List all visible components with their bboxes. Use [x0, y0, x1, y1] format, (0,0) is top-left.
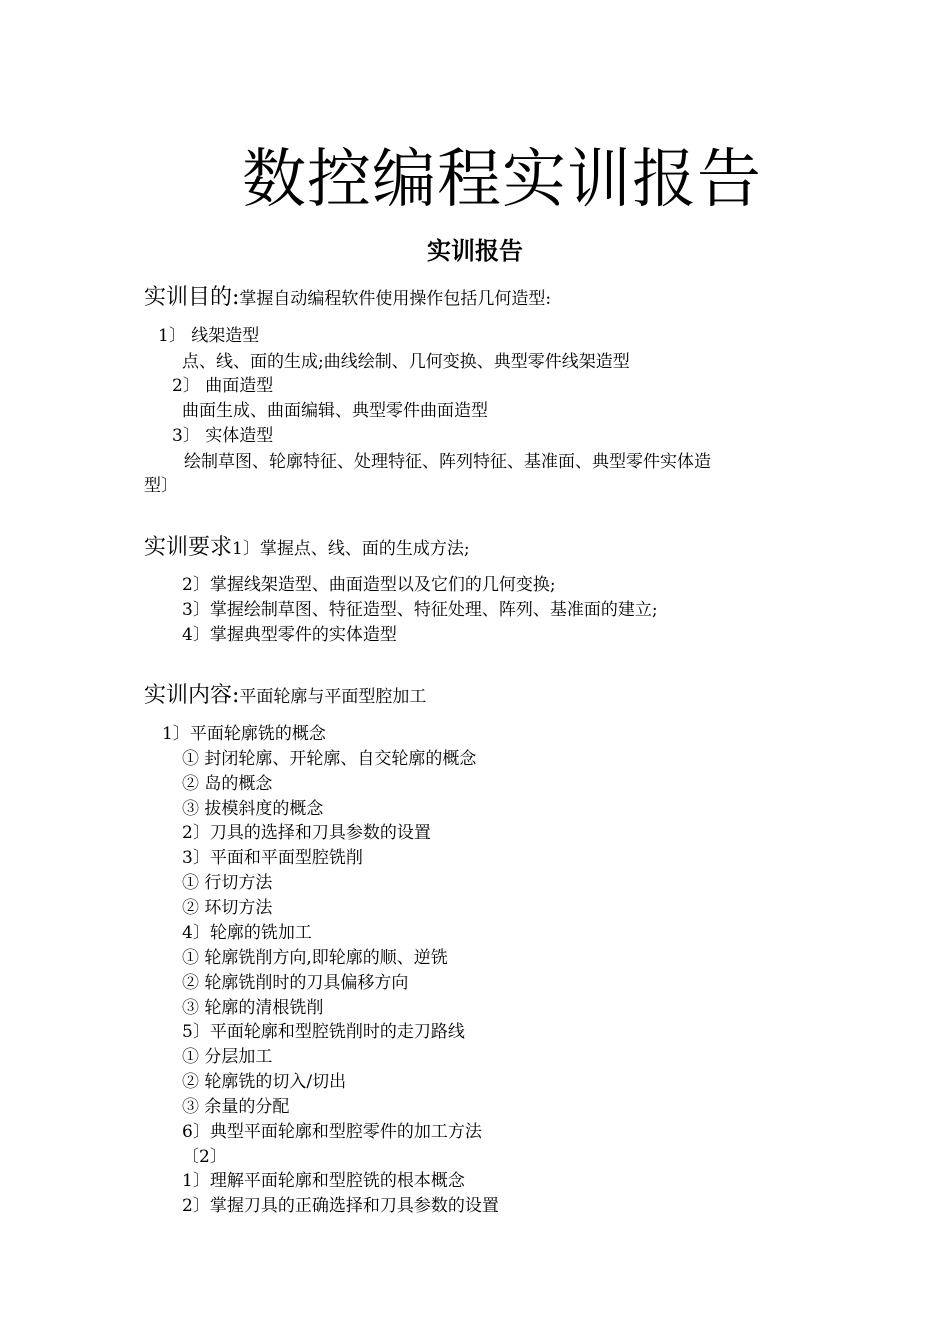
content-item: ① 行切方法 — [182, 873, 273, 893]
purpose-item: 曲面生成、曲面编辑、典型零件曲面造型 — [182, 401, 488, 421]
content-item: 5〕平面轮廓和型腔铣削时的走刀路线 — [182, 1022, 465, 1042]
content-text: 平面轮廓与平面型腔加工 — [239, 687, 427, 707]
content-item: ② 岛的概念 — [182, 774, 273, 794]
content-item: 1〕理解平面轮廓和型腔铣的根本概念 — [182, 1171, 465, 1191]
content-item: ③ 轮廓的清根铣削 — [182, 998, 324, 1018]
content-item: ① 分层加工 — [182, 1047, 273, 1067]
content-item: ② 轮廓铣削时的刀具偏移方向 — [182, 973, 409, 993]
document-title: 数控编程实训报告 — [242, 143, 762, 217]
requirements-text: 1〕掌握点、线、面的生成方法; — [232, 539, 470, 559]
content-item: ② 环切方法 — [182, 898, 273, 918]
requirements-heading: 实训要求 — [144, 535, 233, 560]
content-item: ③ 拔模斜度的概念 — [182, 799, 324, 819]
requirements-item: 4〕掌握典型零件的实体造型 — [182, 625, 397, 645]
purpose-item: 3〕 实体造型 — [172, 426, 274, 446]
requirements-item: 2〕掌握线架造型、曲面造型以及它们的几何变换; — [182, 575, 556, 595]
content-item: 2〕刀具的选择和刀具参数的设置 — [182, 823, 431, 843]
content-item: 〔2〕 — [182, 1147, 227, 1167]
content-item: 4〕轮廓的铣加工 — [182, 923, 312, 943]
purpose-text: 掌握自动编程软件使用操作包括几何造型: — [239, 289, 552, 309]
purpose-line — [144, 286, 551, 311]
content-line — [144, 684, 426, 709]
purpose-item: 2〕 曲面造型 — [172, 376, 274, 396]
content-item: ② 轮廓铣的切入/切出 — [182, 1072, 347, 1092]
content-item: 2〕掌握刀具的正确选择和刀具参数的设置 — [182, 1196, 499, 1216]
content-item: ① 轮廓铣削方向,即轮廓的顺、逆铣 — [182, 948, 448, 968]
content-item: 1〕平面轮廓铣的概念 — [162, 724, 326, 744]
purpose-item: 1〕 线架造型 — [158, 326, 260, 346]
document-subtitle: 实训报告 — [427, 237, 523, 265]
purpose-item: 点、线、面的生成;曲线绘制、几何变换、典型零件线架造型 — [182, 352, 630, 372]
purpose-item: 绘制草图、轮廓特征、处理特征、阵列特征、基准面、典型零件实体造 — [184, 452, 711, 472]
purpose-heading: 实训目的: — [144, 285, 240, 310]
requirements-item: 3〕掌握绘制草图、特征造型、特征处理、阵列、基准面的建立; — [182, 600, 658, 620]
content-item: ① 封闭轮廓、开轮廓、自交轮廓的概念 — [182, 749, 477, 769]
content-item: 6〕典型平面轮廓和型腔零件的加工方法 — [182, 1122, 482, 1142]
requirements-line — [144, 536, 470, 561]
purpose-item: 型〕 — [144, 476, 178, 496]
content-item: 3〕平面和平面型腔铣削 — [182, 848, 363, 868]
content-item: ③ 余量的分配 — [182, 1097, 290, 1117]
content-heading: 实训内容: — [144, 683, 240, 708]
